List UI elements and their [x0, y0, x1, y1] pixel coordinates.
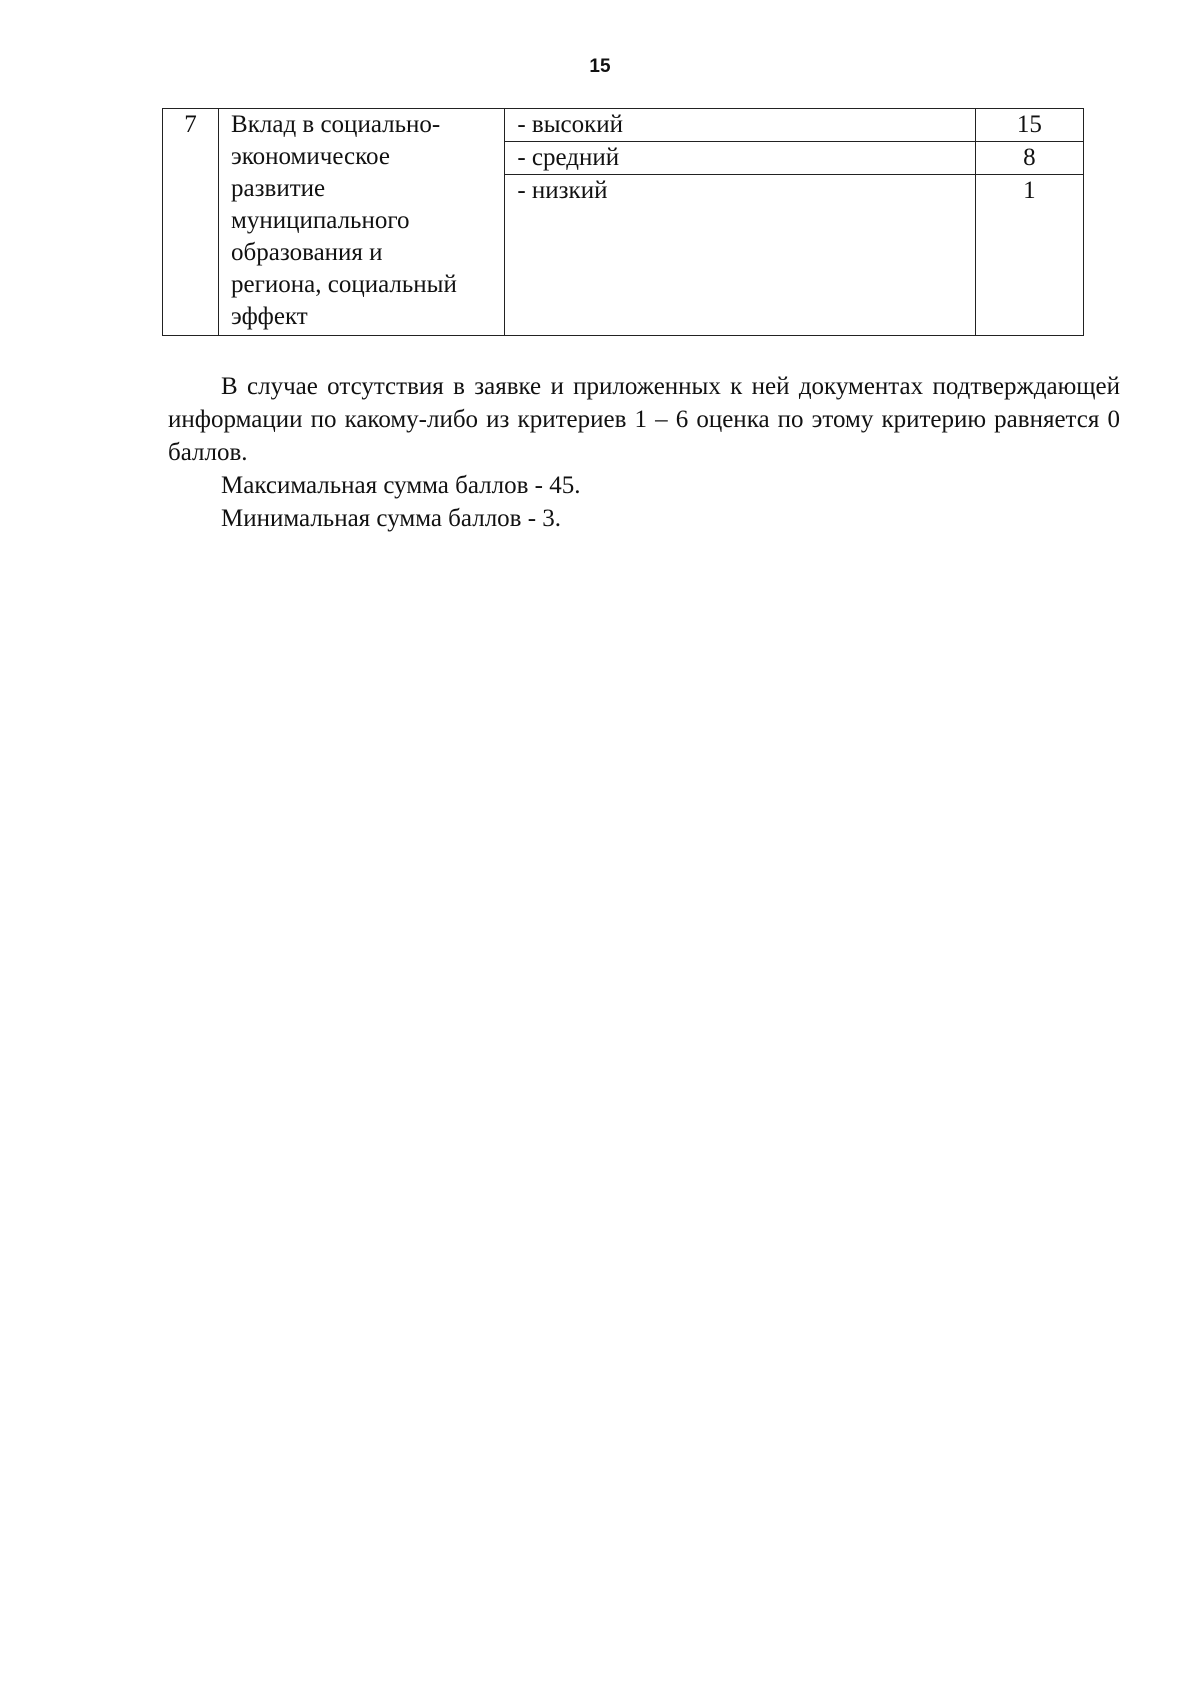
score-low: 1	[975, 175, 1083, 336]
table-row	[163, 109, 1084, 142]
min-sum-line: Минимальная сумма баллов - 3.	[221, 505, 562, 532]
criterion-name	[219, 109, 505, 336]
criterion-number: 7	[163, 109, 219, 336]
criterion-name-line: Вклад в социально-	[231, 111, 441, 138]
page-number: 15	[589, 56, 611, 77]
level-high: - высокий	[505, 109, 976, 142]
criteria-table	[162, 108, 1084, 336]
level-low: - низкий	[505, 175, 976, 336]
criterion-name-line: развитие	[231, 175, 326, 202]
criterion-name-line: региона, социальный	[231, 271, 457, 298]
criterion-name-line: муниципального	[231, 207, 410, 234]
criterion-name-line: образования и	[231, 239, 383, 266]
level-medium: - средний	[505, 142, 976, 175]
criterion-name-line: экономическое	[231, 143, 390, 170]
criterion-name-line: эффект	[231, 303, 308, 330]
max-sum-line: Максимальная сумма баллов - 45.	[221, 472, 581, 499]
score-high: 15	[975, 109, 1083, 142]
missing-info-paragraph: В случае отсутствия в заявке и приложенных к ней документах подтверждающей информации по какому-либо из критериев 1 – 6 оценка по этому критерию равняется 0 баллов.	[168, 373, 1120, 466]
body-text	[168, 370, 1120, 535]
score-medium: 8	[975, 142, 1083, 175]
